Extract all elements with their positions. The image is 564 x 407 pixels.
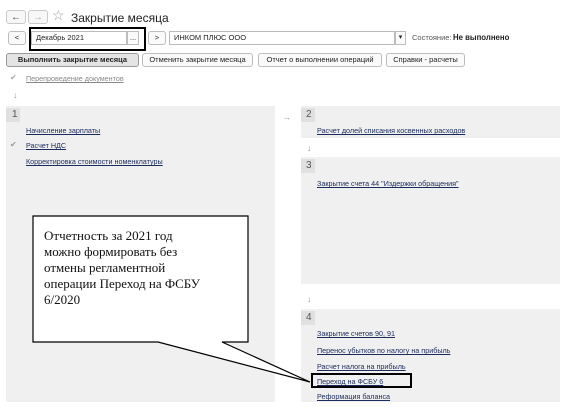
callout-line: операции Переход на ФСБУ <box>44 276 200 291</box>
step-2-item[interactable]: Расчет долей списания косвенных расходов <box>317 126 466 135</box>
step-4-item[interactable]: Перенос убытков по налогу на прибыль <box>317 346 451 355</box>
run-month-close-button[interactable]: Выполнить закрытие месяца <box>6 53 139 67</box>
repost-documents-link[interactable]: Перепроведение документов <box>26 74 124 83</box>
step-3-item[interactable]: Закрытие счета 44 "Издержки обращения" <box>317 179 459 188</box>
step-4-number: 4 <box>306 312 312 323</box>
organization-field[interactable]: ИНКОМ ПЛЮС ООО <box>169 31 395 45</box>
callout-line: отмены регламентной <box>44 260 166 275</box>
down-arrow-icon: ↓ <box>307 143 312 153</box>
repost-check-icon: ✔ <box>10 73 17 82</box>
period-select-button[interactable]: ... <box>127 31 139 45</box>
step-1-item[interactable]: Расчет НДС <box>26 141 67 150</box>
callout-line: 6/2020 <box>44 292 81 307</box>
step-1-number: 1 <box>12 109 18 120</box>
help-calculations-button[interactable]: Справки - расчеты <box>386 53 465 67</box>
organization-dropdown-icon[interactable]: ▾ <box>395 31 406 45</box>
step-1-item[interactable]: Начисление зарплаты <box>26 126 101 135</box>
step-3-number: 3 <box>306 160 312 171</box>
step-2-number: 2 <box>306 109 312 120</box>
step-4-item[interactable]: Закрытие счетов 90, 91 <box>317 329 395 338</box>
right-arrow-icon: → <box>282 112 291 122</box>
down-arrow-icon: ↓ <box>13 90 18 100</box>
callout-line: Отчетность за 2021 год <box>44 228 173 243</box>
operations-report-button[interactable]: Отчет о выполнении операций <box>258 53 382 67</box>
step-4-item[interactable]: Реформация баланса <box>317 392 391 401</box>
status-value: Не выполнено <box>453 33 510 42</box>
page-title: Закрытие месяца <box>71 11 169 25</box>
cancel-month-close-button[interactable]: Отменить закрытие месяца <box>142 53 253 67</box>
callout-line: можно формировать без <box>44 244 178 259</box>
step-1-item[interactable]: Корректировка стоимости номенклатуры <box>26 157 163 166</box>
favorite-star-icon[interactable]: ☆ <box>52 7 65 23</box>
callout-note <box>44 228 200 308</box>
forward-arrow-icon: → <box>33 11 43 23</box>
step-4-item[interactable]: Расчет налога на прибыль <box>317 362 406 371</box>
down-arrow-icon: ↓ <box>307 294 312 304</box>
check-icon: ✔ <box>10 140 17 149</box>
period-prev-button[interactable]: < <box>8 31 26 45</box>
period-next-button[interactable]: > <box>148 31 166 45</box>
status-label: Состояние: <box>412 33 452 42</box>
step-4-item-fsbu6[interactable]: Переход на ФСБУ 6 <box>317 377 384 386</box>
back-arrow-icon: ← <box>11 11 21 23</box>
period-field[interactable]: Декабрь 2021 <box>31 31 127 45</box>
